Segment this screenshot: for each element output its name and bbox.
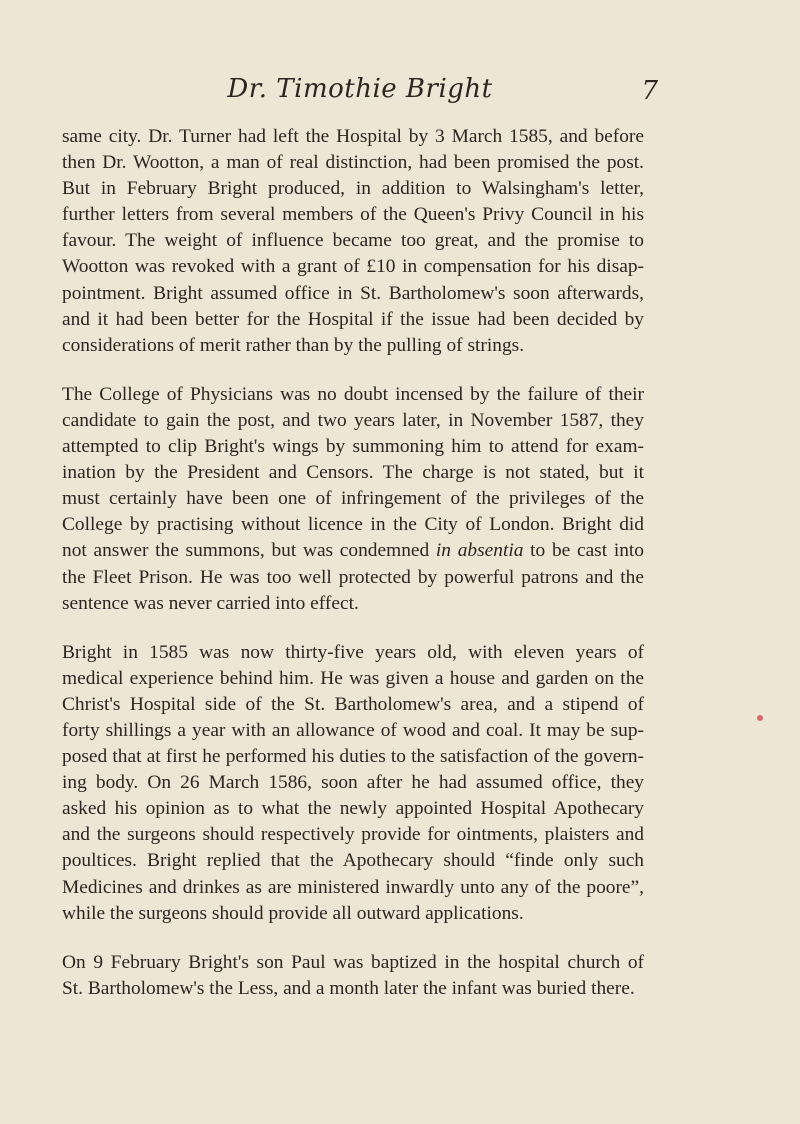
text-line: St. Bartholomew's the Less, and a month later the infant was buried there. <box>62 977 635 999</box>
margin-mark <box>757 715 763 721</box>
text-run: not answer the summons, but was condemned <box>62 540 436 562</box>
page-number: 7 <box>641 76 658 106</box>
text-line: and the surgeons should respectively provide for ointments, plaisters and <box>62 824 644 846</box>
paragraph-3 <box>62 640 644 927</box>
paragraph-2 <box>62 382 644 617</box>
text-line: sentence was never carried into effect. <box>62 592 359 614</box>
text-line: same city. Dr. Turner had left the Hospital by 3 March 1585, and before <box>62 126 644 147</box>
text-line: the Fleet Prison. He was too well protected by powerful patrons and the <box>62 566 644 588</box>
text-line: Medicines and drinkes as are ministered inwardly unto any of the poore”, <box>62 876 644 898</box>
text-line: favour. The weight of influence became too great, and the promise to <box>62 230 644 252</box>
text-line-with-italic <box>62 538 644 564</box>
text-line: poultices. Bright replied that the Apothecary should “finde only such <box>62 850 644 872</box>
paragraph-4 <box>62 950 644 1002</box>
text-line: further letters from several members of the Queen's Privy Council in his <box>62 204 644 226</box>
text-run: to be cast into <box>523 540 645 562</box>
text-line: ination by the President and Censors. The charge is not stated, but it <box>62 462 644 484</box>
text-line: must certainly have been one of infringement of the privileges of the <box>62 488 644 510</box>
text-line: The College of Physicians was no doubt incensed by the failure of their <box>62 383 644 405</box>
text-line: College by practising without licence in the City of London. Bright did <box>62 514 644 536</box>
text-line: On 9 February Bright's son Paul was baptized in the hospital church of <box>62 951 644 973</box>
page-header <box>62 72 658 112</box>
text-line: pointment. Bright assumed office in St. Bartholomew's soon afterwards, <box>62 282 644 304</box>
text-line: ing body. On 26 March 1586, soon after he had assumed office, they <box>62 772 644 794</box>
text-line: and it had been better for the Hospital if the issue had been decided by <box>62 308 644 330</box>
text-line: attempted to clip Bright's wings by summoning him to attend for exam- <box>62 436 644 458</box>
text-line: But in February Bright produced, in addition to Walsingham's letter, <box>62 178 644 200</box>
text-line: Bright in 1585 was now thirty-five years old, with eleven years of <box>62 641 644 663</box>
italic-phrase: in absentia <box>435 540 524 562</box>
text-line: forty shillings a year with an allowance of wood and coal. It may be sup- <box>62 719 644 741</box>
text-line: then Dr. Wootton, a man of real distinction, had been promised the post. <box>62 152 644 174</box>
text-line: Christ's Hospital side of the St. Bartholomew's area, and a stipend of <box>62 693 644 715</box>
paragraph-1 <box>62 124 644 359</box>
text-line: Wootton was revoked with a grant of £10 in compensation for his disap- <box>62 256 644 278</box>
running-head: Dr. Timothie Bright <box>227 74 493 104</box>
text-line: asked his opinion as to what the newly appointed Hospital Apothecary <box>62 798 644 820</box>
body-text <box>62 124 644 1025</box>
text-line: medical experience behind him. He was given a house and garden on the <box>62 667 644 689</box>
text-line: candidate to gain the post, and two years later, in November 1587, they <box>62 409 644 431</box>
text-line: posed that at first he performed his duties to the satisfaction of the govern- <box>62 746 644 768</box>
text-line: while the surgeons should provide all outward applications. <box>62 902 524 924</box>
text-line: considerations of merit rather than by the pulling of strings. <box>62 334 525 356</box>
